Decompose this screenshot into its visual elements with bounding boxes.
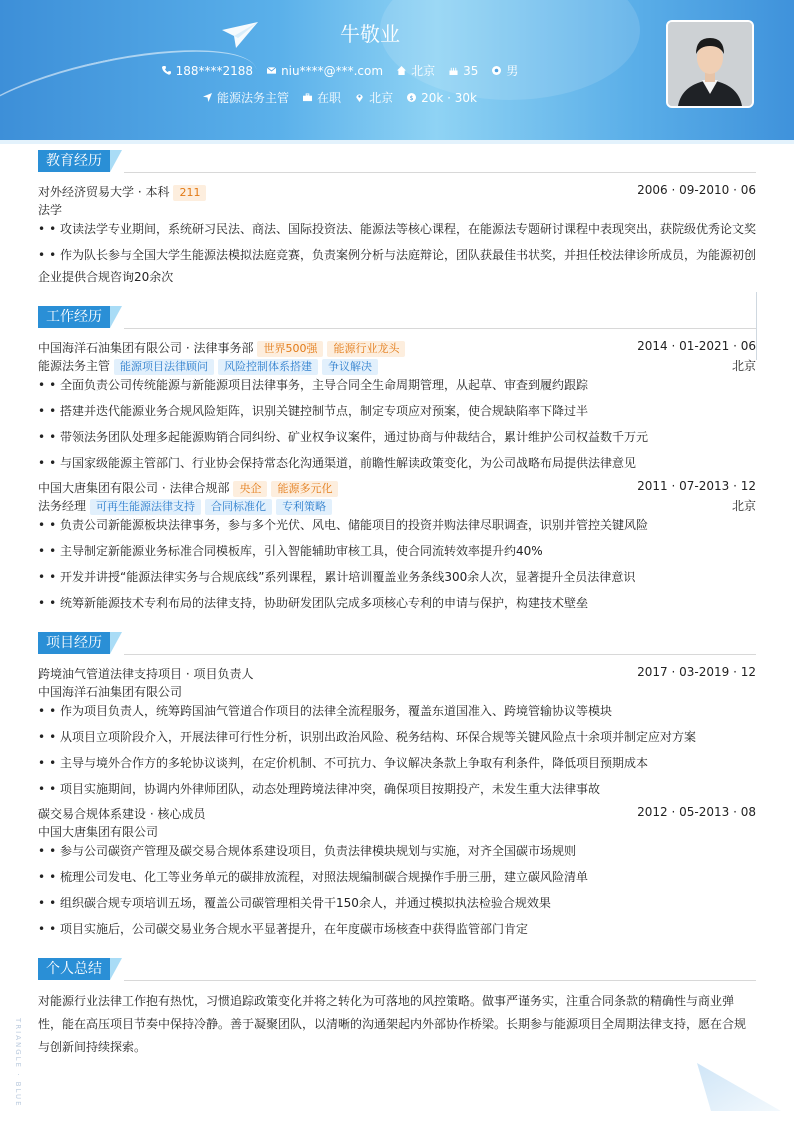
status-value: 在职 [317,91,342,105]
template-watermark: TRIANGLE · BLUE [14,1018,22,1108]
list-item: • • 主导制定新能源业务标准合同模板库，引入智能辅助审核工具，使合同流转效率提升约40% [38,544,543,558]
status-info [303,89,341,106]
job-intent-row [0,89,680,106]
money-icon [407,93,416,102]
company-tag: 能源行业龙头 [327,341,405,357]
svg-text:$: $ [409,95,414,102]
age-info [449,62,478,79]
bullet-text: • 攻读法学专业期间，系统研习民法、商法、国际投资法、能源法等核心课程，在能源法专题研讨课程中表现突出，获院级优秀论文奖 [49,222,756,236]
header-glow [380,0,640,100]
bullet-text: • 从项目立项阶段介入，开展法律可行性分析，识别出政治风险、税务结构、环保合规等关键风险点十余项并制定应对方案 [49,730,696,744]
gender-info [492,62,518,79]
salary-value: 20k · 30k [421,90,477,105]
list-item: • • 全面负责公司传统能源与新能源项目法律事务，主导合同全生命周期管理，从起草、审查到履约跟踪 [38,378,588,392]
list-item: • • 带领法务团队处理多起能源购销合同纠纷、矿业权争议案件，通过协商与仲裁结合，累计维护公司权益数千万元 [38,430,648,444]
work-role [38,357,756,375]
header-banner [0,0,794,140]
bullet-text: • 与国家级能源主管部门、行业协会保持常态化沟通渠道，前瞻性解读政策变化，为公司战略布局提供法律意见 [49,456,636,470]
bullet-text: • 组织碳合规专项培训五场，覆盖公司碳管理相关骨干150余人，并通过模拟执法检验合规效果 [49,896,551,910]
section-title-projects: 项目经历 [38,632,110,654]
work-dates: 2014 · 01-2021 · 06 [637,339,756,353]
role-name: 法务经理 [38,499,87,513]
list-item: • • 攻读法学专业期间，系统研习民法、商法、国际投资法、能源法等核心课程，在能源法专题研讨课程中表现突出，获院级优秀论文奖 [38,222,756,236]
phone-icon [162,66,171,75]
side-rule [756,292,757,360]
list-item: • • 梳理公司发电、化工等业务单元的碳排放流程，对照法规编制碳合规操作手册三册，建立碳风险清单 [38,870,588,884]
section-title-tab [110,958,122,980]
role-tag: 合同标准化 [205,499,272,515]
email-info [267,62,383,79]
bullet-text: • 作为项目负责人，统筹跨国油气管道合作项目的法律全流程服务，覆盖东道国准入、跨境管输协议等模块 [49,704,612,718]
phone-info [162,62,253,79]
role-tag: 可再生能源法律支持 [90,499,201,515]
list-item: • • 作为队长参与全国大学生能源法模拟法庭竞赛，负责案例分析与法庭辩论，团队获最佳书状奖，并担任校法律诊所成员，为能源初创企业提供合规咨询20余次 [38,248,756,284]
list-item: • • 从项目立项阶段介入，开展法律可行性分析，识别出政治风险、税务结构、环保合规等关键风险点十余项并制定应对方案 [38,730,696,744]
section-divider [124,328,756,329]
section-title-tab [110,306,122,328]
work-role [38,497,756,515]
salary-info [407,89,477,106]
role-tag: 争议解决 [322,359,378,375]
company-tag: 世界500强 [257,341,323,357]
location-pin-icon [355,93,364,102]
email-value: niu****@***.com [281,63,384,78]
list-item: • • 主导与境外合作方的多轮协议谈判，在定价机制、不可抗力、争议解决条款上争取有利条件，降低项目预期成本 [38,756,648,770]
list-item: • • 参与公司碳资产管理及碳交易合规体系建设项目，负责法律模块规划与实施，对齐全国碳市场规则 [38,844,576,858]
section-divider [124,172,756,173]
section-education [38,150,122,172]
city-info [397,62,435,79]
role-name: 能源法务主管 [38,359,111,373]
section-title-tab [110,150,122,172]
list-item: • • 搭建并迭代能源业务合规风险矩阵，识别关键控制节点，制定专项应对预案，使合规缺陷率下降过半 [38,404,588,418]
list-item: • • 组织碳合规专项培训五场，覆盖公司碳管理相关骨干150余人，并通过模拟执法检验合规效果 [38,896,551,910]
bullet-text: • 参与公司碳资产管理及碳交易合规体系建设项目，负责法律模块规划与实施，对齐全国碳市场规则 [49,844,576,858]
target-role-info [203,89,289,106]
bullet-text: • 负责公司新能源板块法律事务，参与多个光伏、风电、储能项目的投资并购法律尽职调查，识别并管控关键风险 [49,518,648,532]
briefcase-icon [303,93,312,102]
contact-row [0,62,680,79]
project-dates: 2012 · 05-2013 · 08 [637,805,756,819]
company-tag: 央企 [233,481,267,497]
target-role-value: 能源法务主管 [217,91,290,105]
section-summary [38,958,122,980]
project-dates: 2017 · 03-2019 · 12 [637,665,756,679]
section-divider [124,980,756,981]
work-dates: 2011 · 07-2013 · 12 [637,479,756,493]
city-value: 北京 [411,64,436,78]
bullet-text: • 项目实施期间，协调内外律师团队，动态处理跨境法律冲突，确保项目按期投产，未发生重大法律事故 [49,782,600,796]
project-org: 中国海洋石油集团有限公司 [38,685,183,699]
list-item: • • 开发并讲授“能源法律实务与合规底线”系列课程，累计培训覆盖业务条线300余人次，显著提升全员法律意识 [38,570,636,584]
education-major: 法学 [38,203,63,217]
list-item: • • 统筹新能源技术专利布局的法律支持，协助研发团队完成多项核心专利的申请与保护，构建技术壁垒 [38,596,588,610]
section-title-tab [110,632,122,654]
send-icon [203,93,212,102]
avatar [666,20,754,108]
project-org: 中国大唐集团有限公司 [38,825,159,839]
bullet-text: • 开发并讲授“能源法律实务与合规底线”系列课程，累计培训覆盖业务条线300余人次，显著提升全员法律意识 [49,570,636,584]
project-title: 碳交易合规体系建设 · 核心成员 [38,807,206,821]
work-location: 北京 [731,499,756,513]
list-item: • • 项目实施后，公司碳交易业务合规水平显著提升，在年度碳市场核查中获得监管部门肯定 [38,922,528,936]
section-title-education: 教育经历 [38,150,110,172]
bullet-text: • 主导与境外合作方的多轮协议谈判，在定价机制、不可抗力、争议解决条款上争取有利条件，降低项目预期成本 [49,756,648,770]
list-item: • • 项目实施期间，协调内外律师团队，动态处理跨境法律冲突，确保项目按期投产，未发生重大法律事故 [38,782,600,796]
education-dates: 2006 · 09-2010 · 06 [637,183,756,197]
section-title-work: 工作经历 [38,306,110,328]
list-item: • • 与国家级能源主管部门、行业协会保持常态化沟通渠道，前瞻性解读政策变化，为公司战略布局提供法律意见 [38,456,636,470]
work-location: 北京 [731,359,756,373]
role-tag: 风险控制体系搭建 [218,359,318,375]
project-title: 跨境油气管道法律支持项目 · 项目负责人 [38,667,254,681]
list-item: • • 作为项目负责人，统筹跨国油气管道合作项目的法律全流程服务，覆盖东道国准入、跨境管输协议等模块 [38,704,612,718]
bullet-text: • 带领法务团队处理多起能源购销合同纠纷、矿业权争议案件，通过协商与仲裁结合，累计维护公司权益数千万元 [49,430,648,444]
bullet-text: • 统筹新能源技术专利布局的法律支持，协助研发团队完成多项核心专利的申请与保护，构建技术壁垒 [49,596,588,610]
bullet-text: • 全面负责公司传统能源与新能源项目法律事务，主导合同全生命周期管理，从起草、审查到履约跟踪 [49,378,588,392]
home-icon [397,66,406,75]
bullet-text: • 搭建并迭代能源业务合规风险矩阵，识别关键控制节点，制定专项应对预案，使合规缺陷率下降过半 [49,404,588,418]
company-tag: 能源多元化 [271,481,338,497]
school-tag: 211 [173,185,206,201]
bullet-text: • 主导制定新能源业务标准合同模板库，引入智能辅助审核工具，使合同流转效率提升约40% [49,544,543,558]
section-projects [38,632,122,654]
company-name: 中国大唐集团有限公司 · 法律合规部 [38,481,230,495]
corner-triangle-decoration [697,1063,781,1111]
candidate-name: 牛敬业 [340,22,400,46]
age-value: 35 [463,63,479,78]
email-icon [267,66,276,75]
target-city-info [355,89,393,106]
gender-icon [492,66,501,75]
role-tag: 能源项目法律顾问 [114,359,214,375]
section-divider [124,654,756,655]
phone-value: 188****2188 [175,63,254,78]
bullet-text: • 项目实施后，公司碳交易业务合规水平显著提升，在年度碳市场核查中获得监管部门肯定 [49,922,528,936]
company-name: 中国海洋石油集团有限公司 · 法律事务部 [38,341,254,355]
school-name: 对外经济贸易大学 · 本科 [38,185,170,199]
role-tag: 专利策略 [276,499,332,515]
section-title-summary: 个人总结 [38,958,110,980]
gender-value: 男 [506,64,519,78]
header-stripe [0,140,794,144]
cake-icon [449,66,458,75]
target-city-value: 北京 [369,91,394,105]
section-work [38,306,122,328]
bullet-text: • 梳理公司发电、化工等业务单元的碳排放流程，对照法规编制碳合规操作手册三册，建立碳风险清单 [49,870,588,884]
bullet-text: • 作为队长参与全国大学生能源法模拟法庭竞赛，负责案例分析与法庭辩论，团队获最佳书状奖，并担任校法律诊所成员，为能源初创企业提供合规咨询20余次 [38,248,756,284]
list-item: • • 负责公司新能源板块法律事务，参与多个光伏、风电、储能项目的投资并购法律尽职调查，识别并管控关键风险 [38,518,648,532]
summary-text: 对能源行业法律工作抱有热忱，习惯追踪政策变化并将之转化为可落地的风控策略。做事严谨务实，注重合同条款的精确性与商业弹性，能在高压项目节奏中保持冷静。善于凝聚团队，以清晰的沟通架起内外部协作桥梁。长期参与能源项目全周期法律支持，愿在合规与创新间持续探索。 [38,994,747,1054]
avatar-portrait [668,22,752,106]
